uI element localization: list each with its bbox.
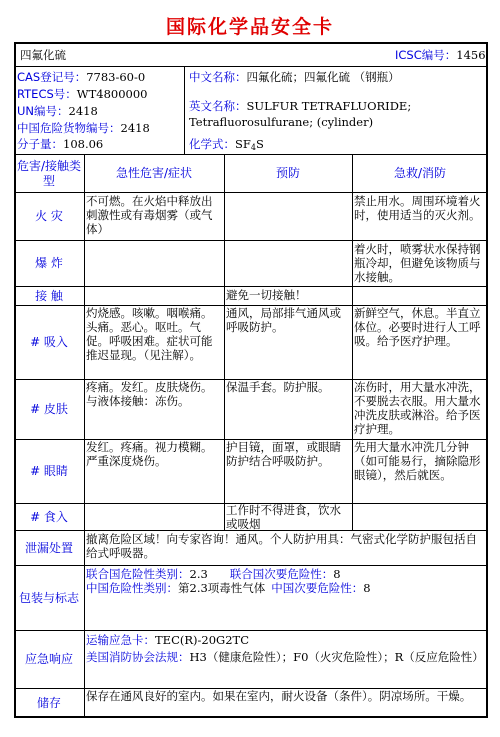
row-type-fire: 火 灾 [35, 209, 63, 223]
nfpa-code [86, 650, 484, 664]
emergency-label: 应急响应 [24, 652, 73, 666]
mw-label: 分子量： [17, 137, 63, 151]
inhalation-hazard: 灼烧感。咳嗽。咽喉痛。头痛。恶心。呕吐。气促。呼吸困难。症状可能推迟显现。（见注解）。 [86, 306, 213, 362]
divider [14, 530, 488, 531]
rtecs-label: RTECS号： [17, 87, 77, 101]
skin-prevention: 保温手套。防护服。 [226, 380, 330, 394]
inhalation-prevention: 通风，局部排气通风或呼吸防护。 [226, 306, 341, 334]
cn-name-label: 中文名称： [189, 70, 247, 84]
contact-prevention: 避免一切接触！ [226, 288, 307, 302]
header-prevention: 预防 [275, 166, 300, 180]
transport-label: 运输应急卡： [86, 633, 155, 647]
spill-label: 泄漏处置 [24, 540, 73, 555]
divider [184, 66, 185, 154]
row-type-eyes: # 眼睛 [30, 464, 68, 478]
un-class [86, 567, 341, 581]
storage-text: 保存在通风良好的室内。如果在室内，耐火设备（条件）。阴凉场所。干燥。 [86, 689, 472, 703]
rtecs-number [17, 87, 148, 101]
en-name-label: 英文名称： [189, 99, 247, 113]
cn-class-value: 第2.3项毒性气体 [178, 581, 266, 595]
cas-value: 7783-60-0 [86, 70, 146, 84]
un-sub-value: 8 [333, 567, 341, 581]
divider [84, 154, 85, 530]
un-sub-label: 联合国次要危险性： [229, 567, 334, 581]
mw-value: 108.06 [63, 137, 104, 151]
fire-first-aid: 禁止用水。周围环境着火时，使用适当的灭火剂。 [354, 194, 481, 222]
nfpa-label: 美国消防协会法规： [86, 650, 190, 664]
cn-danger-number [17, 121, 150, 135]
skin-hazard: 疼痛。发红。皮肤烧伤。与液体接触：冻伤。 [86, 380, 213, 408]
en-name-line2: Tetrafluorosulfurane; (cylinder) [189, 115, 374, 129]
molecular-weight [17, 137, 103, 151]
un-value: 2418 [68, 104, 98, 118]
icsc-number [395, 48, 486, 62]
formula [189, 137, 264, 155]
cn-class [86, 581, 371, 595]
eyes-hazard: 发红。疼痛。视力模糊。严重深度烧伤。 [86, 440, 213, 468]
formula-sub: 4 [250, 143, 256, 152]
chemical-name: 四氟化硫 [20, 48, 66, 62]
un-class-value: 2.3 [189, 567, 208, 581]
row-type-skin: # 皮肤 [30, 402, 68, 416]
spill-text: 撤离危险区域！向专家咨询！通风。个人防护用具：气密式化学防护服包括自给式呼吸器。 [86, 532, 477, 560]
eyes-first-aid: 先用大量水冲洗几分钟（如可能易行，摘除隐形眼镜），然后就医。 [354, 440, 481, 482]
cas-label: CAS登记号： [17, 70, 87, 84]
divider [224, 154, 225, 530]
un-label: UN编号： [17, 104, 69, 118]
transport-card [86, 633, 249, 647]
cn-sub-value: 8 [363, 581, 371, 595]
transport-value: TEC(R)-20G2TC [155, 633, 249, 647]
divider [352, 154, 353, 530]
skin-first-aid: 冻伤时，用大量水冲洗，不要脱去衣服。用大量水冲洗皮肤或淋浴。给予医疗护理。 [354, 380, 481, 436]
icsc-label: ICSC编号： [395, 48, 457, 62]
formula-tail: S [255, 137, 264, 151]
row-type-explosion: 爆 炸 [35, 256, 63, 270]
icsc-value: 1456 [456, 48, 486, 62]
formula-label: 化学式： [189, 137, 235, 151]
en-name [189, 99, 411, 113]
row-type-inhalation: # 吸入 [30, 335, 68, 349]
cn-name-value: 四氟化硫；四氟化硫 （钢瓶） [246, 70, 400, 84]
cn-name [189, 70, 400, 84]
divider [14, 240, 488, 241]
divider [14, 66, 488, 67]
eyes-prevention: 护目镜，面罩，或眼睛防护结合呼吸防护。 [226, 440, 341, 468]
rtecs-value: WT4800000 [76, 87, 148, 101]
nfpa-value: H3（健康危险性）；F0（火灾危险性）；R（反应危险性） [189, 650, 484, 664]
cn-danger-label: 中国危险货物编号： [17, 121, 121, 135]
un-class-label: 联合国危险性类别： [86, 567, 190, 581]
un-number [17, 104, 98, 118]
divider [14, 192, 488, 193]
packaging-label: 包装与标志 [18, 590, 79, 605]
ingestion-prevention: 工作时不得进食，饮水或吸烟 [226, 503, 341, 531]
explosion-first-aid: 着火时，喷雾状水保持钢瓶冷却，但避免该物质与水接触。 [354, 242, 481, 284]
cn-class-label: 中国危险性类别： [86, 581, 178, 595]
storage-label: 储存 [36, 696, 61, 710]
divider [84, 530, 85, 718]
inhalation-first-aid: 新鲜空气，休息。半直立体位。必要时进行人工呼吸。给予医疗护理。 [354, 306, 481, 348]
row-type-ingestion: # 食入 [30, 509, 68, 524]
formula-main: SF [235, 137, 251, 151]
en-name-value: SULFUR TETRAFLUORIDE; [246, 99, 412, 113]
divider [14, 630, 488, 631]
divider [14, 286, 488, 287]
cn-danger-value: 2418 [120, 121, 150, 135]
row-type-contact: 接 触 [35, 288, 63, 303]
header-type: 危害/接触类型 [16, 158, 82, 188]
fire-hazard: 不可燃。在火焰中释放出刺激性或有毒烟雾（或气体） [86, 194, 213, 236]
header-first-aid: 急救/消防 [393, 166, 447, 180]
cn-sub-label: 中国次要危险性： [271, 581, 364, 595]
divider [14, 565, 488, 566]
cas-number [17, 70, 145, 84]
header-hazard: 急性危害/症状 [115, 166, 193, 180]
card-title: 国际化学品安全卡 [165, 16, 334, 38]
